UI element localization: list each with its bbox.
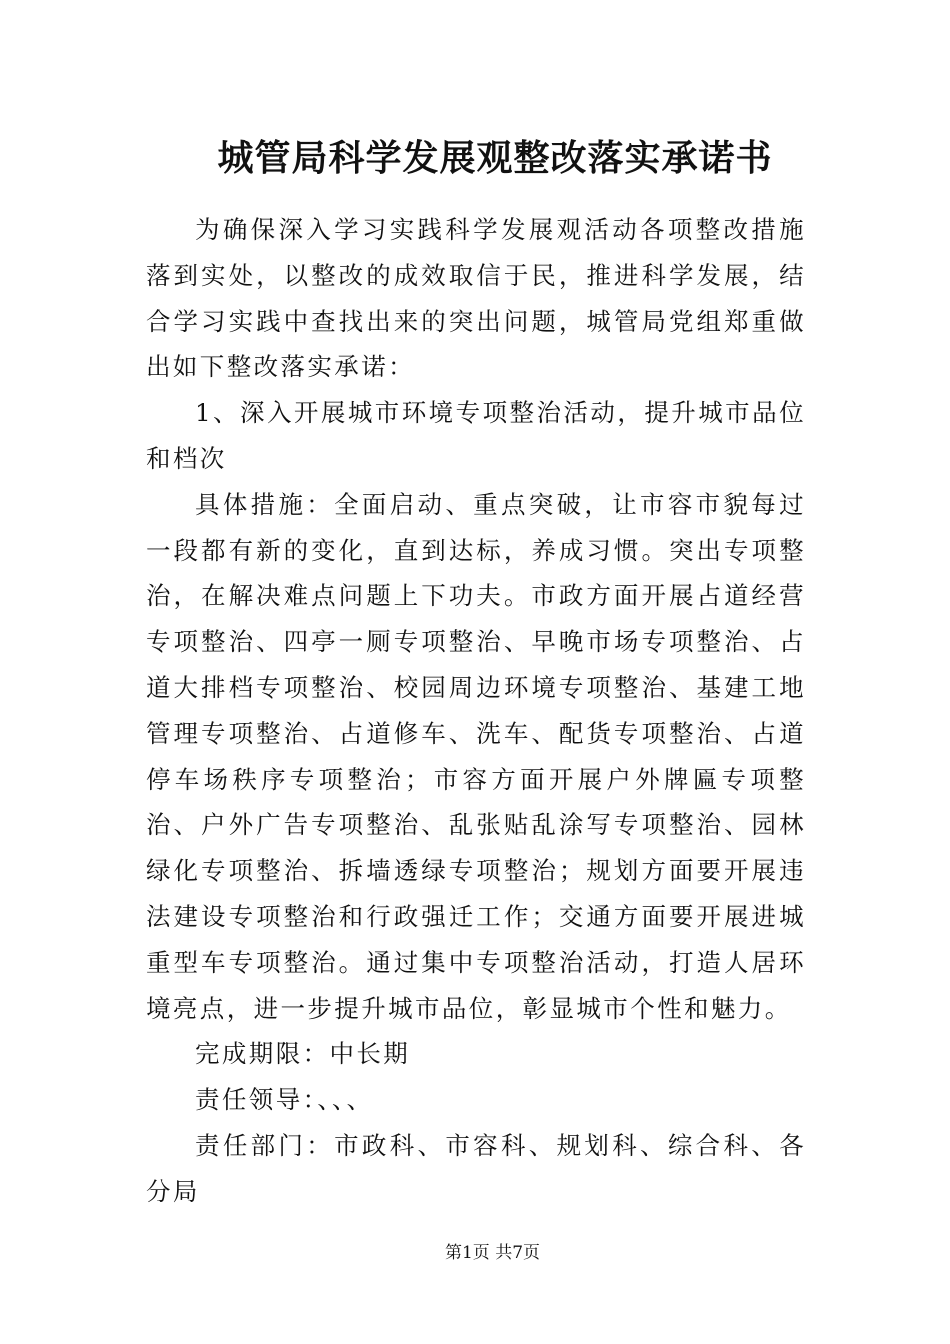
measures-paragraph: 具体措施：全面启动、重点突破，让市容市貌每过一段都有新的变化，直到达标，养成习惯。突出专项整治，在解决难点问题上下功夫。市政方面开展占道经营专项整治、四亭一厕专项整治、早晚市场专项整治、占道大排档专项整治、校园周边环境专项整治、基建工地管理专项整治、占道修车、洗车、配货专项整治、占道停车场秩序专项整治；市容方面开展户外牌匾专项整治、户外广告专项整治、乱张贴乱涂写专项整治、园林绿化专项整治、拆墙透绿专项整治；规划方面要开展违法建设专项整治和行政强迁工作；交通方面要开展进城重型车专项整治。通过集中专项整治活动，打造人居环境亮点，进一步提升城市品位，彰显城市个性和魅力。 bbox=[146, 489, 806, 1023]
responsible-leader-line: 责任领导：、、、 bbox=[195, 1085, 374, 1115]
commitment-heading: 1、深入开展城市环境专项整治活动，提升城市品位和档次 bbox=[146, 398, 806, 473]
document-title: 城管局科学发展观整改落实承诺书 bbox=[217, 137, 773, 179]
page-indicator: 第1页 共7页 bbox=[444, 1243, 541, 1263]
deadline-line: 完成期限：中长期 bbox=[195, 1039, 411, 1069]
document-body bbox=[146, 207, 806, 1215]
responsible-department-line: 责任部门：市政科、市容科、规划科、综合科、各分局 bbox=[146, 1130, 806, 1206]
intro-paragraph: 为确保深入学习实践科学发展观活动各项整改措施落到实处，以整改的成效取信于民，推进科学发展，结合学习实践中查找出来的突出问题，城管局党组郑重做出如下整改落实承诺： bbox=[146, 215, 806, 382]
